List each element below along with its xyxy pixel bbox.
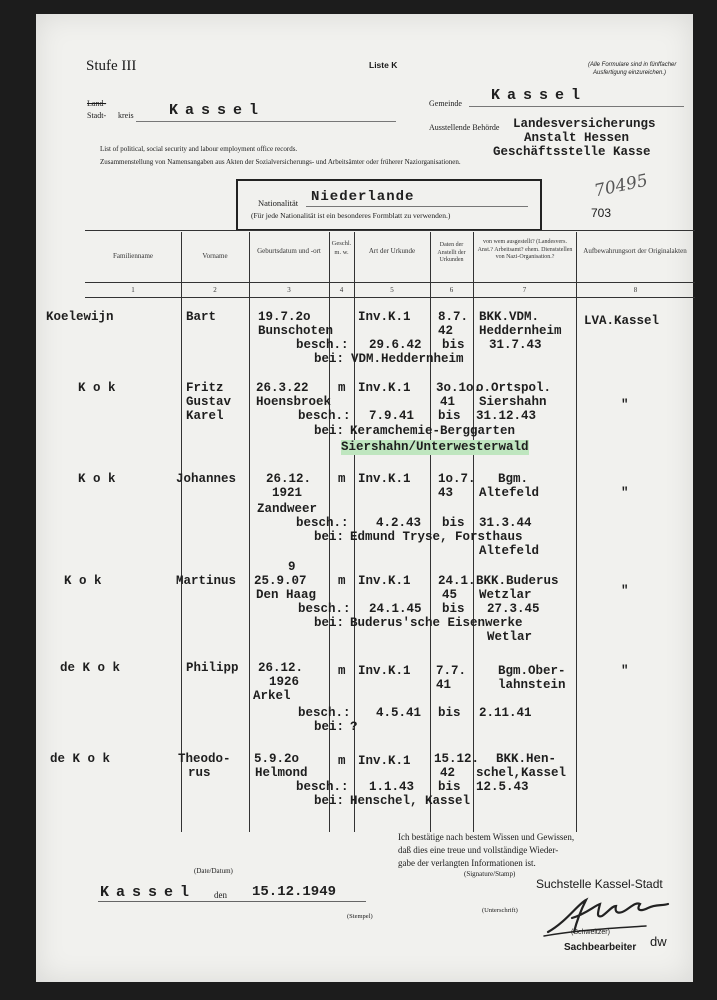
- bis-label: bis: [438, 706, 461, 720]
- geburt-ort: Zandweer: [257, 502, 318, 516]
- aussteller-1: Bgm.Ober-: [498, 664, 566, 678]
- daten-2: 45: [442, 588, 458, 602]
- aussteller-3: 27.3.45: [487, 602, 540, 616]
- besch-value: 29.6.42: [369, 338, 422, 352]
- geburt-ort: Helmond: [255, 766, 308, 780]
- gemeinde-value: Kassel: [491, 87, 588, 104]
- daten-1: 7.7.: [436, 664, 467, 678]
- vorname: Bart: [186, 310, 217, 324]
- behoerde-line3: Geschäftsstelle Kasse: [493, 145, 651, 159]
- ditto-mark: ": [621, 584, 629, 598]
- nationality-note: (Für jede Nationalität ist ein besonderes Formblatt zu verwenden.): [251, 211, 451, 220]
- urkunde: Inv.K.1: [358, 310, 411, 324]
- geburt-jahr: 1921: [272, 486, 303, 500]
- kreis-value: Kassel: [169, 102, 266, 119]
- aussteller-2: Altefeld: [479, 486, 540, 500]
- urkunde: Inv.K.1: [358, 574, 411, 588]
- besch-label: besch.:: [296, 516, 349, 530]
- vorname: Philipp: [186, 661, 239, 675]
- geburt-datum: 26.12.: [266, 472, 312, 486]
- bei-label: bei:: [314, 794, 345, 808]
- besch-label: besch.:: [296, 780, 349, 794]
- bis-value: 2.11.41: [479, 706, 532, 720]
- stempel-label: (Stempel): [347, 913, 373, 920]
- bei-value: Keramchemie-Berggarten: [350, 424, 516, 438]
- familienname: K o k: [78, 381, 116, 395]
- behoerde-line2: Anstalt Hessen: [524, 131, 630, 145]
- confirm-line1: Ich bestätige nach bestem Wissen und Gewissen,: [398, 832, 575, 842]
- urkunde: Inv.K.1: [358, 754, 411, 768]
- nationality-label: Nationalität: [258, 198, 299, 208]
- geburt-datum: 26.12.: [258, 661, 304, 675]
- aussteller-3: 12.5.43: [476, 780, 529, 794]
- col-num-6: 6: [449, 286, 454, 294]
- place-value: Kassel: [100, 884, 197, 901]
- familienname: K o k: [64, 574, 102, 588]
- daten-1: 3o.1o.: [436, 381, 482, 395]
- besch-value: 1.1.43: [369, 780, 415, 794]
- col-num-3: 3: [287, 286, 291, 294]
- page-number: 703: [591, 206, 612, 220]
- geschlecht: m: [338, 472, 346, 486]
- urkunde: Inv.K.1: [358, 381, 411, 395]
- aussteller-1: BKK.Hen-: [496, 752, 557, 766]
- daten-1: 8.7.: [438, 310, 469, 324]
- urkunde: Inv.K.1: [358, 472, 411, 486]
- confirm-line3: gabe der verlangten Informationen ist.: [398, 858, 536, 868]
- desc-de: Zusammenstellung von Namensangaben aus Akten der Sozialversicherungs- und Arbeitsämter oder früherer Naziorganisationen.: [100, 158, 461, 166]
- date-value: 15.12.1949: [252, 884, 337, 900]
- bei-value: VDM.Heddernheim: [351, 352, 464, 366]
- daten-2: 41: [440, 395, 456, 409]
- vorname: Martinus: [176, 574, 237, 588]
- daten-1: 15.12.: [434, 752, 480, 766]
- col-header-urkunde: Art der Urkunde: [368, 247, 416, 255]
- bei-label: bei:: [314, 720, 345, 734]
- familienname: K o k: [78, 472, 116, 486]
- col-num-4: 4: [339, 286, 344, 294]
- nationality-value: Niederlande: [311, 189, 415, 205]
- signature-label: (Signature/Stamp): [464, 870, 516, 878]
- land-label: Land-: [87, 99, 107, 108]
- col-num-2: 2: [213, 286, 217, 294]
- familienname: de K o k: [60, 661, 121, 675]
- vorname-1: Theodo-: [178, 752, 231, 766]
- besch-value: 4.2.43: [376, 516, 422, 530]
- handwritten-number: 70495: [592, 170, 650, 202]
- geburt-datum: 5.9.2o: [254, 752, 300, 766]
- bei-value-2: Altefeld: [479, 544, 540, 558]
- besch-value: 4.5.41: [376, 706, 422, 720]
- daten-2: 42: [438, 324, 454, 338]
- kreis-label: kreis: [118, 111, 134, 120]
- aussteller-3: 31.7.43: [489, 338, 542, 352]
- col-num-1: 1: [131, 286, 135, 294]
- vorname-3: Karel: [186, 409, 224, 423]
- stadt-label: Stadt-: [87, 111, 107, 120]
- bei-label: bei:: [314, 424, 345, 438]
- ditto-mark: ": [621, 398, 629, 412]
- geburt-datum: 19.7.2o: [258, 310, 311, 324]
- document-sheet: [36, 14, 693, 982]
- daten-1: 1o.7.: [438, 472, 476, 486]
- aussteller-1: BKK.Buderus: [476, 574, 559, 588]
- vorname-1: Fritz: [186, 381, 224, 395]
- bei-value: Henschel, Kassel: [350, 794, 471, 808]
- confirm-line2: daß dies eine treue und vollständige Wieder-: [398, 845, 559, 855]
- geburt-ort: Arkel: [253, 689, 291, 703]
- besch-label: besch.:: [298, 409, 351, 423]
- urkunde: Inv.K.1: [358, 664, 411, 678]
- aussteller-2: Heddernheim: [479, 324, 562, 338]
- sachbearbeiter-label: Sachbearbeiter: [564, 942, 637, 953]
- aussteller-2: Wetzlar: [479, 588, 532, 602]
- col-num-5: 5: [390, 286, 394, 294]
- col-header-ort: Aufbewahrungsort der Originalakten: [583, 247, 687, 255]
- daten-2: 42: [440, 766, 456, 780]
- aussteller-1: Bgm.: [498, 472, 529, 486]
- desc-en: List of political, social security and labour employment office records.: [100, 145, 298, 153]
- aussteller-2: Siershahn: [479, 395, 547, 409]
- col-header-geschl: Geschl. m. w.: [331, 240, 352, 256]
- col-header-geburt: Geburtsdatum und -ort: [257, 247, 321, 255]
- besch-value: 7.9.41: [369, 409, 415, 423]
- col-header-daten: Daten der Anstellt der Urkunden: [437, 242, 466, 263]
- aussteller-2: lahnstein: [498, 678, 566, 692]
- aufbewahrungsort: LVA.Kassel: [584, 314, 660, 328]
- vorname-2: rus: [188, 766, 211, 780]
- bei-label: bei:: [314, 616, 345, 630]
- geschlecht: m: [338, 381, 346, 395]
- initials: dw: [650, 934, 667, 949]
- aussteller-1: o.Ortspol.: [476, 381, 552, 395]
- bei-label: bei:: [314, 530, 345, 544]
- bis-label: bis: [438, 409, 461, 423]
- besch-label: besch.:: [296, 338, 349, 352]
- besch-value: 24.1.45: [369, 602, 422, 616]
- note-line2: Ausfertigung einzureichen.): [593, 70, 667, 76]
- geburt-jahr: 1926: [269, 675, 300, 689]
- daten-1: 24.1.: [438, 574, 476, 588]
- geburt-correction: 9: [288, 560, 296, 574]
- geschlecht: m: [338, 754, 346, 768]
- note-line1: (Alle Formulare sind in fünffacher: [588, 62, 677, 68]
- ditto-mark: ": [621, 486, 629, 500]
- schweitzer-label: (Schweitzer): [571, 929, 610, 936]
- daten-2: 43: [438, 486, 454, 500]
- bis-label: bis: [442, 602, 465, 616]
- geschlecht: m: [338, 574, 346, 588]
- bei-label: bei:: [314, 352, 345, 366]
- unterschrift-label: (Unterschrift): [482, 907, 518, 914]
- col-header-aussteller: von wem ausgestellt? (Landesvers. Anst.? Arbeitsamt? ehem. Dienststellen von Nazi-Organisation.?: [477, 239, 573, 260]
- col-header-familienname: Familienname: [112, 252, 154, 260]
- den-label: den: [214, 890, 227, 900]
- familienname: de K o k: [50, 752, 111, 766]
- geburt-ort: Bunschoten: [258, 324, 334, 338]
- besch-label: besch.:: [298, 706, 351, 720]
- bei-value-2: Siershahn/Unterwesterwald: [341, 440, 529, 454]
- behoerde-label: Ausstellende Behörde: [429, 123, 500, 132]
- date-label: (Date/Datum): [194, 867, 233, 875]
- ditto-mark: ": [621, 664, 629, 678]
- suchstelle-stamp: Suchstelle Kassel-Stadt: [536, 877, 663, 891]
- geburt-ort: Den Haag: [256, 588, 317, 602]
- besch-label: besch.:: [298, 602, 351, 616]
- bis-label: bis: [442, 516, 465, 530]
- bei-value: ?: [350, 720, 358, 734]
- geschlecht: m: [338, 664, 346, 678]
- daten-2: 41: [436, 678, 452, 692]
- bis-label: bis: [442, 338, 465, 352]
- vorname: Johannes: [176, 472, 237, 486]
- nationality-box: [236, 179, 542, 231]
- familienname: Koelewijn: [46, 310, 114, 324]
- bei-value: Buderus'sche Eisenwerke: [350, 616, 523, 630]
- behoerde-line1: Landesversicherungs: [513, 117, 656, 131]
- vorname-2: Gustav: [186, 395, 232, 409]
- col-num-7: 7: [522, 286, 527, 294]
- bei-value-2: Wetlar: [487, 630, 533, 644]
- stufe-label: Stufe III: [86, 58, 137, 74]
- bis-label: bis: [438, 780, 461, 794]
- col-num-8: 8: [633, 286, 638, 294]
- aussteller-2: schel,Kassel: [476, 766, 567, 780]
- aussteller-3: 31.12.43: [476, 409, 537, 423]
- gemeinde-label: Gemeinde: [429, 99, 462, 108]
- aussteller-1: BKK.VDM.: [479, 310, 540, 324]
- liste-label: Liste K: [369, 60, 398, 70]
- geburt-datum: 25.9.07: [254, 574, 307, 588]
- geburt-ort: Hoensbroek: [256, 395, 332, 409]
- bis-value: 31.3.44: [479, 516, 532, 530]
- geburt-datum: 26.3.22: [256, 381, 309, 395]
- bei-value: Edmund Tryse, Forsthaus: [350, 530, 523, 544]
- col-header-vorname: Vorname: [202, 252, 228, 260]
